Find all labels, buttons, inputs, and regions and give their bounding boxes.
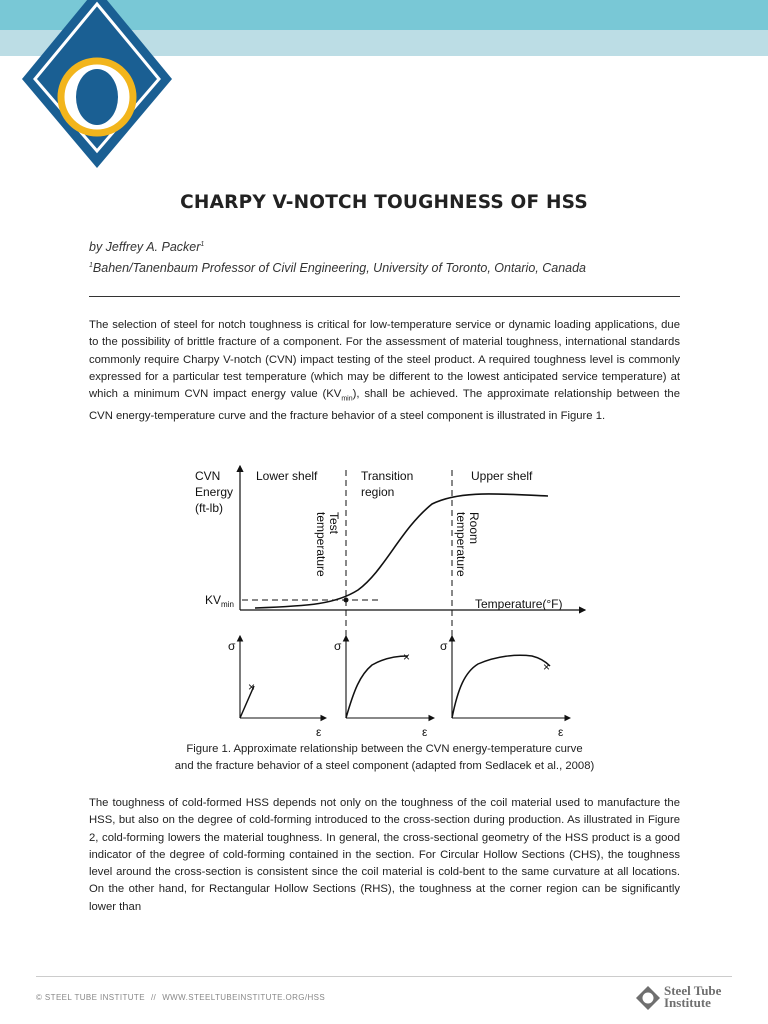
footer-url-link[interactable]: WWW.STEELTUBEINSTITUTE.ORG/HSS [162, 993, 326, 1002]
footer-text: © STEEL TUBE INSTITUTE // WWW.STEELTUBEINSTITUTE.ORG/HSS [36, 993, 326, 1002]
sti-brand-wordmark: Steel Tube Institute [664, 983, 722, 1010]
author-affiliation: $^1$Bahen/Tanenbaum Professor of Civil Engineering, University of Toronto, Ontario, Canada [89, 261, 587, 275]
author-byline: by Jeffrey A. Packer$^1$ [89, 240, 205, 254]
ductile-stress-strain-plot [440, 636, 570, 739]
test-temperature-label: Testtemperature [314, 512, 341, 577]
energy-temperature-curve [255, 494, 548, 608]
sigma-label-3: σ [440, 639, 448, 653]
epsilon-label-1: ε [316, 725, 322, 739]
y-axis-label: CVN Energy (ft-lb) [195, 469, 234, 515]
transition-region-label: Transition region [361, 469, 414, 499]
figure-cvn-curve [160, 460, 610, 745]
sti-logo-icon [0, 0, 180, 180]
sigma-label-1: σ [228, 639, 236, 653]
sigma-label-2: σ [334, 639, 342, 653]
room-temperature-label: Roomtemperature [454, 512, 481, 577]
epsilon-label-3: ε [558, 725, 564, 739]
intro-paragraph: The selection of steel for notch toughness is critical for low-temperature service or dynamic loading applications, due to the possibility of brittle fracture of a component. For the assessment of material toughness, international standards commonly require Charpy V-notch (CVN) impact testing of the steel product. A required toughness level is commonly expressed for a particular test temperature (which may be different to the lowest anticipated service temperature) at which a minimum CVN impact energy value $(KV_{min})$, shall be achieved. The approximate relationship between the CVN energy-temperature curve and the fracture behavior of a steel component is illustrated in Figure 1. [89, 319, 680, 422]
epsilon-label-2: ε [422, 725, 428, 739]
x-axis-label: Temperature(°F) [475, 597, 563, 611]
transition-stress-strain-plot [334, 636, 434, 739]
upper-shelf-label: Upper shelf [471, 469, 533, 483]
fracture-mark-3: × [543, 660, 551, 674]
footer-copyright: © STEEL TUBE INSTITUTE [36, 993, 145, 1002]
fracture-mark-1: × [248, 680, 256, 694]
fracture-mark-2: × [403, 650, 411, 664]
kvmin-label: $KV_{min}$ [205, 593, 234, 609]
test-point-marker [344, 598, 349, 603]
figure-caption: Figure 1. Approximate relationship between the CVN energy-temperature curve and the fracture behavior of a steel component (adapted from Sedlacek et al., 2008) [174, 743, 595, 773]
brittle-stress-strain-plot [228, 636, 326, 739]
cold-forming-paragraph: The toughness of cold-formed HSS depends not only on the toughness of the coil material used to manufacture the HSS, but also on the degree of cold-forming introduced to the cross-section during production. As illustrated in Figure 2, cold-forming lowers the material toughness. In general, the cross-sectional geometry of the HSS product is a good indicator of the degree of cold-forming contained in the section. For Circular Hollow Sections (CHS), the toughness level around the cross-section is consistent since the coil material is cold-bent to the same curvature at all locations. On the other hand, for Rectangular Hollow Sections (RHS), the toughness at the corner region can be significantly lower than [89, 797, 680, 913]
sti-brand-icon [634, 984, 662, 1012]
footer-divider [36, 976, 732, 977]
lower-shelf-label: Lower shelf [256, 469, 318, 483]
header-divider [89, 296, 680, 297]
page-title: CHARPY V-NOTCH TOUGHNESS OF HSS [180, 192, 588, 213]
